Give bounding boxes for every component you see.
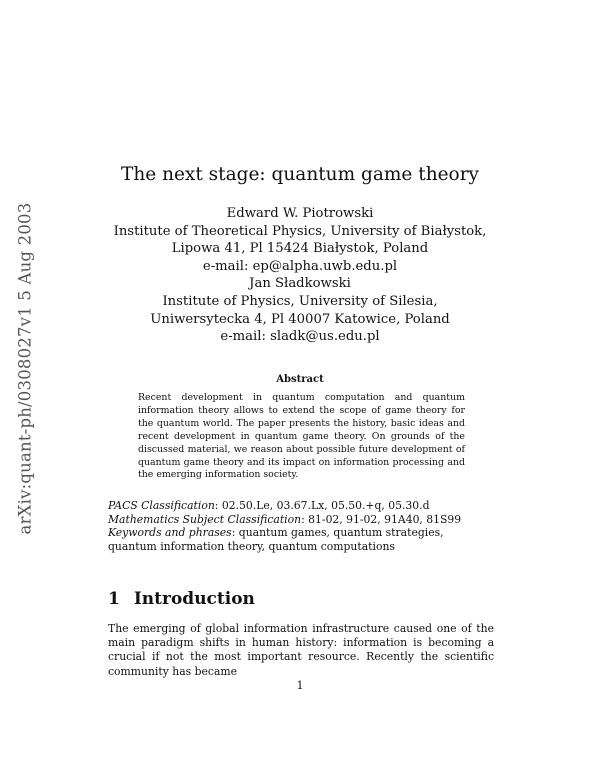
section-heading bbox=[108, 589, 255, 609]
pacs-value: : 02.50.Le, 03.67.Lx, 05.50.+q, 05.30.d bbox=[214, 499, 430, 512]
msc-value: : 81-02, 91-02, 91A40, 81S99 bbox=[301, 512, 462, 526]
author-name: Jan Sładkowski bbox=[249, 276, 351, 292]
author-address: Lipowa 41, Pl 15424 Białystok, Poland bbox=[171, 241, 429, 257]
classification-block bbox=[108, 499, 494, 553]
paper-title: The next stage: quantum game theory bbox=[120, 164, 479, 185]
keywords-label: Keywords and phrases bbox=[108, 526, 232, 540]
abstract-heading: Abstract bbox=[276, 374, 324, 385]
pacs-label: PACS Classification bbox=[108, 499, 215, 512]
author-name: Edward W. Piotrowski bbox=[226, 206, 374, 221]
page-number: 1 bbox=[296, 679, 304, 692]
author-affiliation: Institute of Theoretical Physics, University of Białystok, bbox=[113, 223, 487, 239]
author-email: e-mail: sladk@us.edu.pl bbox=[220, 329, 380, 345]
section-number: 1 bbox=[108, 589, 120, 609]
introduction-paragraph: The emerging of global information infrastructure caused one of the main paradigm shifts in human history: information is becoming a crucial if not the most important resource. Recently the scientific community has became bbox=[108, 622, 494, 678]
pacs-classification bbox=[108, 499, 494, 513]
msc-label: Mathematics Subject Classification bbox=[108, 512, 302, 526]
section-title: Introduction bbox=[133, 589, 255, 609]
author-block bbox=[0, 205, 600, 346]
keywords bbox=[108, 526, 494, 553]
author-affiliation: Institute of Physics, University of Silesia, bbox=[162, 293, 438, 309]
author-email: e-mail: ep@alpha.uwb.edu.pl bbox=[202, 258, 398, 274]
author-address: Uniwersytecka 4, Pl 40007 Katowice, Poland bbox=[150, 311, 450, 327]
arxiv-identifier: arXiv:quant-ph/0308027v1 5 Aug 2003 bbox=[15, 202, 35, 534]
msc-classification bbox=[108, 513, 494, 527]
keywords-value: : quantum games, quantum strategies, quantum information theory, quantum computations bbox=[108, 526, 444, 553]
abstract-text: Recent development in quantum computation and quantum information theory allows to extend the scope of game theory for the quantum world. The paper presents the history, basic ideas and recent development in quantum game theory. On grounds of the discussed material, we reason about possible future development of quantum game theory and its impact on information processing and the emerging information society. bbox=[138, 392, 465, 481]
